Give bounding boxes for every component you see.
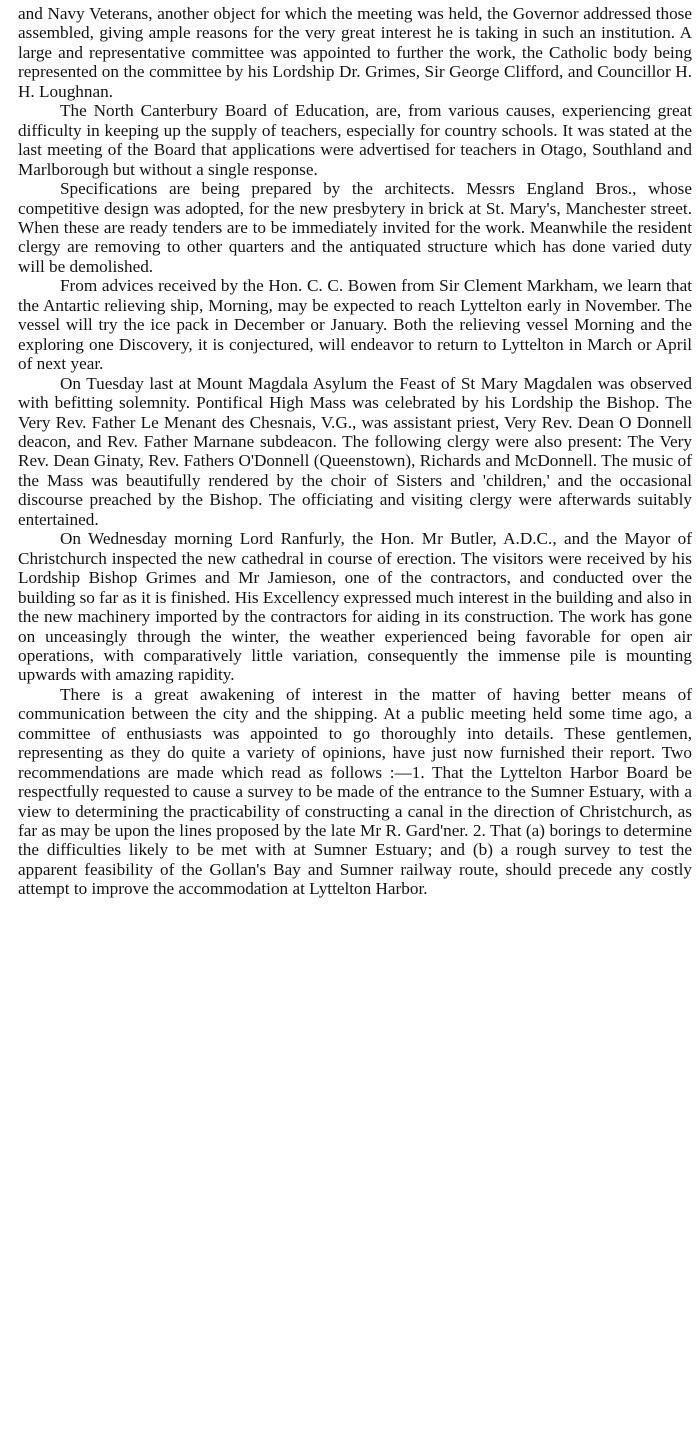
paragraph-antarctic-ship: From advices received by the Hon. C. C. Bowen from Sir Clement Markham, we learn that the Antartic relieving ship, Morning, may be expected to reach Lyttelton early in November. The vessel will try the ice pack in December or January. Both the relieving vessel Morning and the exploring one Discovery, it is conjectured, will endeavor to return to Lyttelton in March or April of next year. [18, 276, 692, 374]
paragraph-navy-veterans: and Navy Veterans, another object for which the meeting was held, the Governor addressed those assembled, giving ample reasons for the very great interest he is taking in such an institution. A large and representative committee was appointed to further the work, the Catholic body being represented on the committee by his Lordship Dr. Grimes, Sir George Clifford, and Councillor H. H. Loughnan. [18, 4, 692, 101]
paragraph-harbor-communication: There is a great awakening of interest in the matter of having better means of communication between the city and the shipping. At a public meeting held some time ago, a committee of enthusiasts was appointed to go thoroughly into details. These gentlemen, representing as they do quite a variety of opinions, have just now furnished their report. Two recommendations are made which read as follows :—1. That the Lyttelton Harbor Board be respectfully requested to cause a survey to be made of the entrance to the Sumner Estuary, with a view to determining the practicability of constructing a canal in the direction of Christchurch, as far as may be upon the lines proposed by the late Mr R. Gard'ner. 2. That (a) borings to determine the difficulties likely to be met with at Sumner Estuary; and (b) a rough survey to test the apparent feasibility of the Gollan's Bay and Sumner railway route, should precede any costly attempt to improve the accommodation at Lyttelton Harbor. [18, 684, 692, 899]
paragraph-cathedral: On Wednesday morning Lord Ranfurly, the Hon. Mr Butler, A.D.C., and the Mayor of Christchurch inspected the new cathedral in course of erection. The visitors were received by his Lordship Bishop Grimes and Mr Jamieson, one of the contractors, and conducted over the building so far as it is finished. His Excellency expressed much interest in the building and also in the new machinery imported by the contractors for aiding in its construction. The work has gone on unceasingly through the winter, the weather experienced being favorable for open air operations, with comparatively little variation, consequently the immense pile is mounting upwards with amazing rapidity. [18, 529, 692, 685]
paragraph-mount-magdala: On Tuesday last at Mount Magdala Asylum the Feast of St Mary Magdalen was observed with befitting solemnity. Pontifical High Mass was celebrated by his Lordship the Bishop. The Very Rev. Father Le Menant des Chesnais, V.G., was assistant priest, Very Rev. Dean O Donnell deacon, and Rev. Father Marnane subdeacon. The following clergy were also present: The Very Rev. Dean Ginaty, Rev. Fathers O'Donnell (Queenstown), Richards and McDonnell. The music of the Mass was beautifully rendered by the choir of Sisters and 'children,' and the occasional discourse preached by the Bishop. The officiating and visiting clergy were afterwards suitably entertained. [18, 373, 692, 529]
paragraph-board-of-education: The North Canterbury Board of Education, are, from various causes, experiencing great difficulty in keeping up the supply of teachers, especially for country schools. It was stated at the last meeting of the Board that applications were advertised for teachers in Otago, Southland and Marlborough but without a single response. [18, 101, 692, 179]
paragraph-presbytery: Specifications are being prepared by the architects. Messrs England Bros., whose competitive design was adopted, for the new presbytery in brick at St. Mary's, Manchester street. When these are ready tenders are to be immediately invited for the work. Meanwhile the resident clergy are removing to other quarters and the antiquated structure which has done varied duty will be demolished. [18, 179, 692, 276]
